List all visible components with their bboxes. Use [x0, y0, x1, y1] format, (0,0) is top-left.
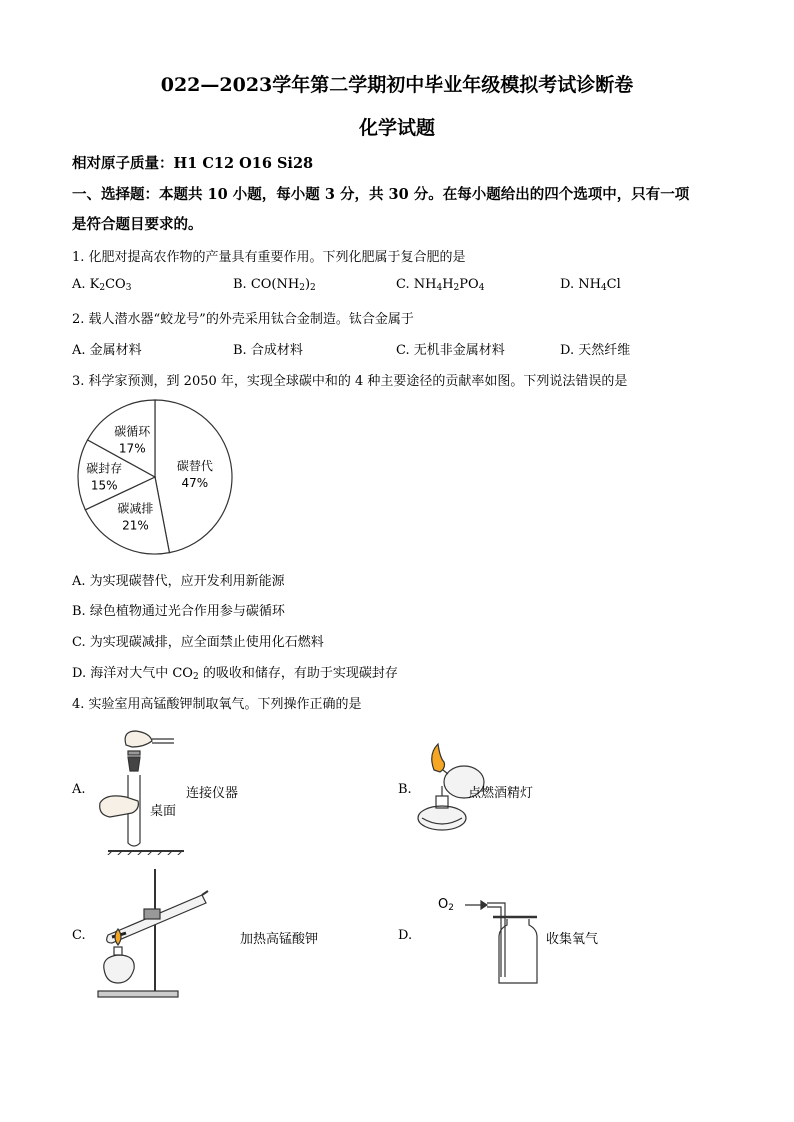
q4-option-d-label: 收集氧气 [546, 932, 599, 947]
q1-option-c: C. $NH_4H_2PO_4$ [396, 277, 485, 293]
pie-label-category: 碳减排 [117, 501, 154, 516]
q3-option-a: A. 为实现碳替代，应开发利用新能源 [72, 574, 285, 589]
q2-option-b: B. 合成材料 [233, 343, 303, 358]
q1-stem: 1. 化肥对提高农作物的产量具有重要作用。下列化肥属于复合肥的是 [72, 250, 466, 265]
q1-option-d: D. $NH_4Cl$ [560, 277, 621, 293]
q2-stem: 2. 载人潜水器“蛟龙号”的外壳采用钛合金制造。钛合金属于 [72, 312, 414, 327]
heat-kmno4-figure [90, 865, 220, 1005]
desk-label: 桌面 [150, 804, 177, 819]
collect-oxygen-figure [455, 895, 545, 990]
pie-label-value: 47% [181, 476, 209, 491]
q2-option-c: C. 无机非金属材料 [396, 343, 505, 358]
q1-option-b: B. $CO(NH_2)_2$ [233, 277, 316, 293]
pie-label-category: 碳循环 [114, 424, 151, 439]
oxygen-label: $O_2$ [438, 897, 454, 913]
q4-option-c-letter: C. [72, 928, 86, 943]
pie-chart [60, 395, 260, 560]
q4-option-a-letter: A. [72, 782, 86, 797]
q4-option-a-label: 连接仪器 [186, 786, 239, 801]
q3-option-b: B. 绿色植物通过光合作用参与碳循环 [72, 604, 285, 619]
q1-option-a: A. $K_2CO_3$ [72, 277, 132, 293]
pie-label-value: 21% [122, 518, 149, 533]
pie-label-value: 17% [118, 441, 146, 456]
q2-option-a: A. 金属材料 [72, 343, 142, 358]
q3-option-d: D. 海洋对大气中 $CO_2$ 的吸收和储存，有助于实现碳封存 [72, 666, 398, 682]
q4-option-d-letter: D. [398, 928, 413, 943]
connect-apparatus-figure [92, 725, 192, 855]
q2-option-d: D. 天然纤维 [560, 343, 631, 358]
exam-title: 022—2023学年第二学期初中毕业年级模拟考试诊断卷 [160, 74, 634, 96]
q4-option-b-label: 点燃酒精灯 [468, 786, 534, 801]
pie-label-category: 碳替代 [176, 459, 213, 474]
pie-label-category: 碳封存 [86, 461, 123, 476]
atomic-masses: 相对原子质量：H1 C12 O16 Si28 [72, 155, 314, 172]
q4-stem: 4. 实验室用高锰酸钾制取氧气。下列操作正确的是 [72, 697, 362, 712]
subject-title: 化学试题 [358, 117, 435, 139]
section-instructions-line1: 一、选择题：本题共 10 小题，每小题 3 分，共 30 分。在每小题给出的四个选项中，只有一项 [72, 186, 690, 203]
q4-option-b-letter: B. [398, 782, 412, 797]
q3-option-c: C. 为实现碳减排，应全面禁止使用化石燃料 [72, 635, 324, 650]
q4-option-c-label: 加热高锰酸钾 [240, 932, 319, 947]
section-instructions-line2: 是符合题目要求的。 [72, 216, 203, 233]
q3-stem: 3. 科学家预测，到 2050 年，实现全球碳中和的 4 种主要途径的贡献率如图。下列说法错误的是 [72, 374, 628, 389]
pie-label-value: 15% [90, 478, 118, 493]
